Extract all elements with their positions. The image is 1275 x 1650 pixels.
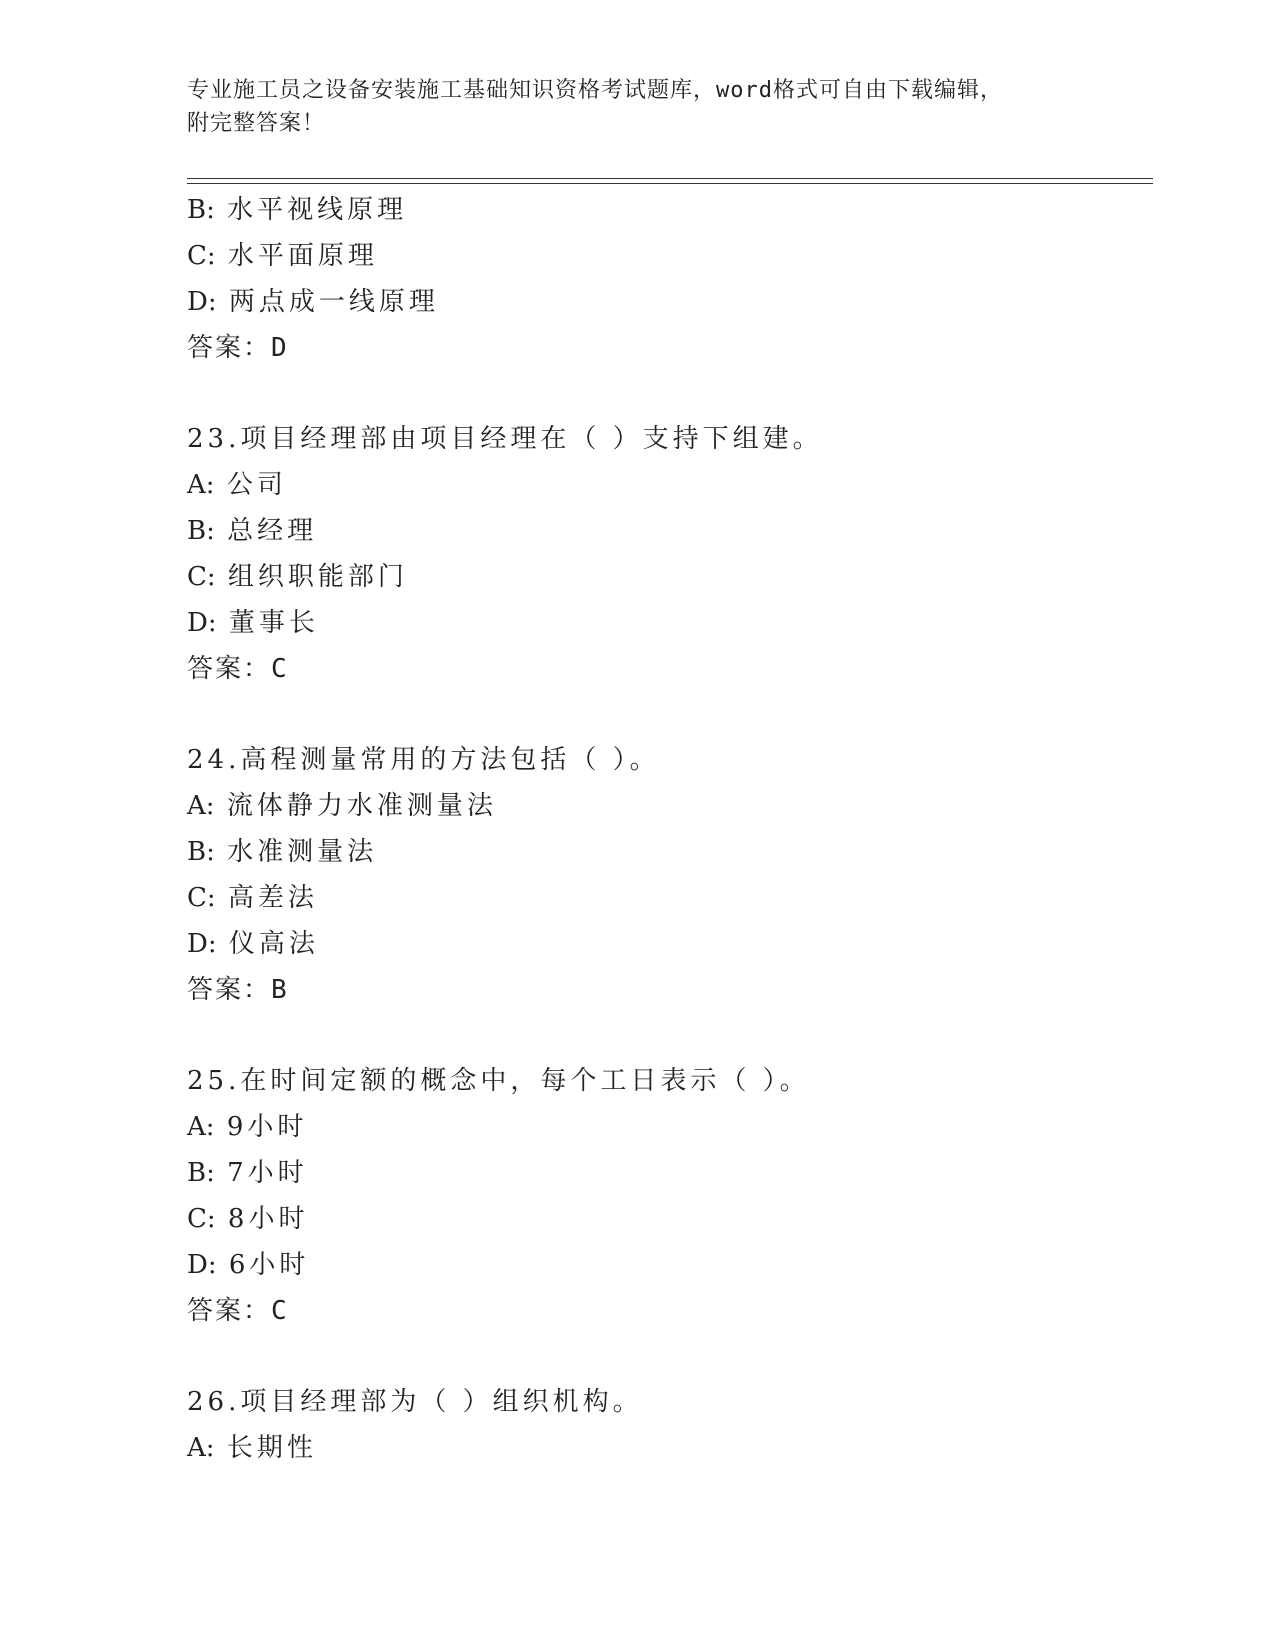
option-letter: A: <box>187 470 215 500</box>
option-item <box>187 1425 1153 1471</box>
option-letter: C: <box>187 1204 216 1234</box>
option-letter: B: <box>187 1158 215 1188</box>
question-list <box>187 187 1153 1471</box>
option-letter: C: <box>187 562 216 592</box>
option-item <box>187 279 1153 325</box>
answer-line: 答案：C <box>187 1296 289 1326</box>
option-letter: D: <box>187 287 217 317</box>
option-text: 8小时 <box>227 1204 309 1234</box>
answer-line: 答案：C <box>187 654 289 684</box>
spacer <box>187 371 1153 416</box>
option-text: 高差法 <box>227 883 318 913</box>
header-divider-top <box>187 178 1153 179</box>
option-item <box>187 508 1153 554</box>
option-text: 9小时 <box>226 1112 308 1142</box>
option-item <box>187 875 1153 921</box>
option-item <box>187 1242 1153 1288</box>
option-text: 水平面原理 <box>227 241 378 271</box>
prev-question-block <box>187 187 1153 371</box>
option-letter: A: <box>187 1433 215 1463</box>
option-item <box>187 187 1153 233</box>
option-letter: C: <box>187 883 216 913</box>
question-stem: 24.高程测量常用的方法包括（ ）。 <box>187 745 660 775</box>
option-letter: B: <box>187 516 215 546</box>
option-item <box>187 829 1153 875</box>
option-text: 两点成一线原理 <box>228 287 439 317</box>
question-block-24 <box>187 737 1153 1013</box>
answer-line: 答案：D <box>187 333 289 363</box>
option-item <box>187 1150 1153 1196</box>
document-header <box>187 74 1067 140</box>
option-letter: C: <box>187 241 216 271</box>
option-text: 7小时 <box>227 1158 308 1188</box>
spacer <box>187 1013 1153 1058</box>
option-item <box>187 233 1153 279</box>
option-letter: D: <box>187 1250 217 1280</box>
option-letter: A: <box>187 791 215 821</box>
option-item <box>187 921 1153 967</box>
spacer <box>187 692 1153 737</box>
option-text: 水平视线原理 <box>227 195 408 225</box>
question-stem: 23.项目经理部由项目经理在（ ）支持下组建。 <box>187 424 823 454</box>
spacer <box>187 1334 1153 1379</box>
option-text: 仪高法 <box>228 929 319 959</box>
option-text: 组织职能部门 <box>227 562 408 592</box>
option-item <box>187 554 1153 600</box>
option-letter: B: <box>187 195 215 225</box>
question-block-25 <box>187 1058 1153 1334</box>
option-item <box>187 1104 1153 1150</box>
option-text: 水准测量法 <box>227 837 378 867</box>
option-text: 长期性 <box>226 1433 317 1463</box>
header-line-2: 附完整答案！ <box>187 111 326 136</box>
question-block-23 <box>187 416 1153 692</box>
option-letter: B: <box>187 837 215 867</box>
question-stem: 25.在时间定额的概念中，每个工日表示（ ）。 <box>187 1066 810 1096</box>
option-letter: D: <box>187 608 217 638</box>
option-text: 6小时 <box>228 1250 310 1280</box>
option-letter: A: <box>187 1112 215 1142</box>
option-text: 流体静力水准测量法 <box>226 791 497 821</box>
option-item <box>187 783 1153 829</box>
option-item <box>187 462 1153 508</box>
option-item <box>187 1196 1153 1242</box>
header-divider-bottom <box>187 183 1153 184</box>
option-text: 公司 <box>226 470 287 500</box>
option-text: 总经理 <box>227 516 318 546</box>
option-item <box>187 600 1153 646</box>
option-letter: D: <box>187 929 217 959</box>
header-line-1: 专业施工员之设备安装施工基础知识资格考试题库，word格式可自由下载编辑， <box>187 78 1003 103</box>
question-block-26 <box>187 1379 1153 1471</box>
answer-line: 答案：B <box>187 975 289 1005</box>
question-stem: 26.项目经理部为（ ）组织机构。 <box>187 1387 643 1417</box>
option-text: 董事长 <box>228 608 319 638</box>
